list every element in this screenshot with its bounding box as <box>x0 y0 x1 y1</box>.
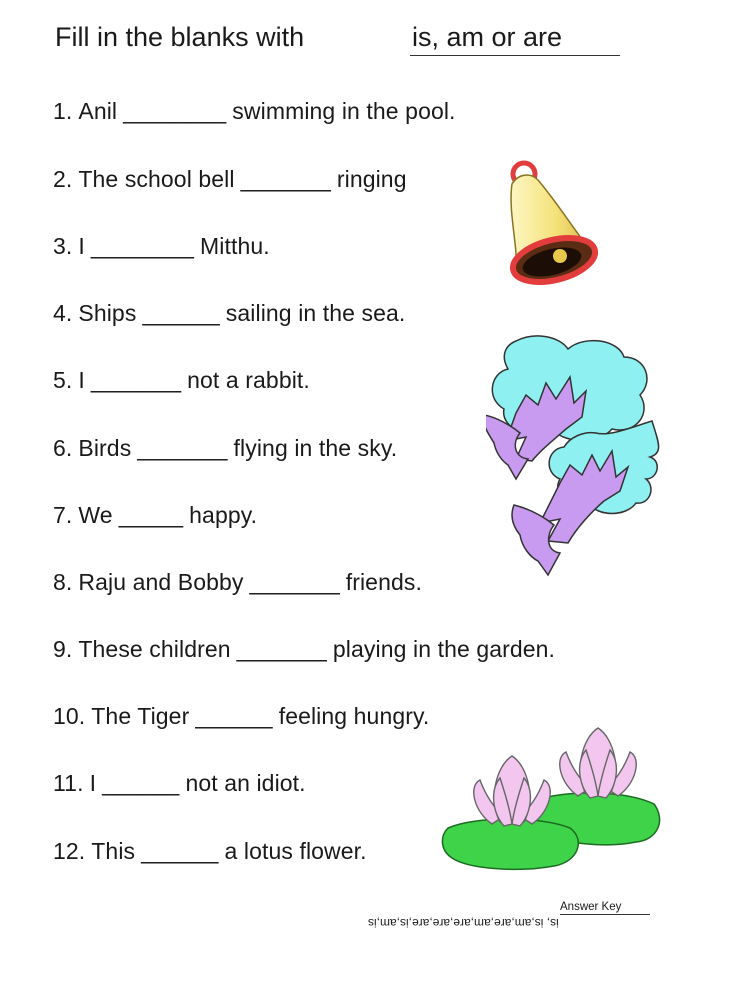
question-text: I <box>78 233 85 259</box>
answer-key-label: Answer Key <box>560 901 622 913</box>
question-text: We <box>78 502 113 528</box>
question-text: flying in the sky. <box>233 435 398 461</box>
question-1 <box>53 98 456 125</box>
question-text: The Tiger <box>91 703 190 729</box>
question-number: 4. <box>53 300 73 326</box>
answer-blank: _______ <box>137 435 228 461</box>
lotus-icon <box>440 724 664 880</box>
question-3 <box>53 233 270 260</box>
answer-blank: ______ <box>195 703 273 729</box>
question-text: Birds <box>78 435 132 461</box>
question-10 <box>53 703 429 730</box>
question-6 <box>53 435 397 462</box>
question-8 <box>53 569 422 596</box>
answer-blank: ________ <box>90 233 195 259</box>
question-text: sailing in the sea. <box>225 300 406 326</box>
question-number: 12. <box>53 838 86 864</box>
question-number: 5. <box>53 367 73 393</box>
answer-blank: ______ <box>102 770 180 796</box>
question-number: 2. <box>53 166 73 192</box>
question-text: playing in the garden. <box>332 636 556 662</box>
question-number: 8. <box>53 569 73 595</box>
question-5 <box>53 367 310 394</box>
question-2 <box>53 166 407 193</box>
answer-blank: _______ <box>249 569 340 595</box>
question-text: I <box>78 367 85 393</box>
question-11 <box>53 770 306 797</box>
question-text: a lotus flower. <box>224 838 367 864</box>
question-text: The school bell <box>78 166 235 192</box>
answer-blank: ______ <box>142 300 220 326</box>
answer-blank: _______ <box>240 166 331 192</box>
question-number: 11. <box>53 770 84 796</box>
answer-blank: ______ <box>141 838 219 864</box>
question-text: swimming in the pool. <box>232 98 456 124</box>
question-text: ringing <box>336 166 407 192</box>
question-text: These children <box>78 636 231 662</box>
question-number: 7. <box>53 502 73 528</box>
question-7 <box>53 502 257 529</box>
title-text: Fill in the blanks with <box>55 22 305 52</box>
question-text: Mitthu. <box>200 233 270 259</box>
title-underline <box>410 55 620 56</box>
question-text: not an idiot. <box>185 770 306 796</box>
question-text: feeling hungry. <box>278 703 430 729</box>
question-number: 10. <box>53 703 86 729</box>
answer-blank: ________ <box>123 98 227 124</box>
question-text: Ships <box>78 300 137 326</box>
question-number: 1. <box>53 98 73 124</box>
bird-tree-icon <box>486 333 672 589</box>
question-number: 3. <box>53 233 73 259</box>
answer-key-answers: is, is,am,are,am,are,are,are,is,am,is <box>368 916 559 930</box>
question-text: Anil <box>78 98 118 124</box>
question-text: This <box>91 838 136 864</box>
question-12 <box>53 838 367 865</box>
bell-icon <box>494 156 606 298</box>
answer-blank: _______ <box>90 367 182 393</box>
question-text: friends. <box>345 569 422 595</box>
question-number: 9. <box>53 636 73 662</box>
question-text: Raju and Bobby <box>78 569 244 595</box>
question-number: 6. <box>53 435 73 461</box>
question-text: not a rabbit. <box>187 367 310 393</box>
title-options: is, am or are <box>412 22 563 52</box>
question-4 <box>53 300 405 327</box>
question-text: happy. <box>189 502 258 528</box>
answer-blank: _____ <box>118 502 184 528</box>
answer-blank: _______ <box>236 636 327 662</box>
question-9 <box>53 636 555 663</box>
answer-key-underline <box>560 914 650 915</box>
question-text: I <box>89 770 97 796</box>
